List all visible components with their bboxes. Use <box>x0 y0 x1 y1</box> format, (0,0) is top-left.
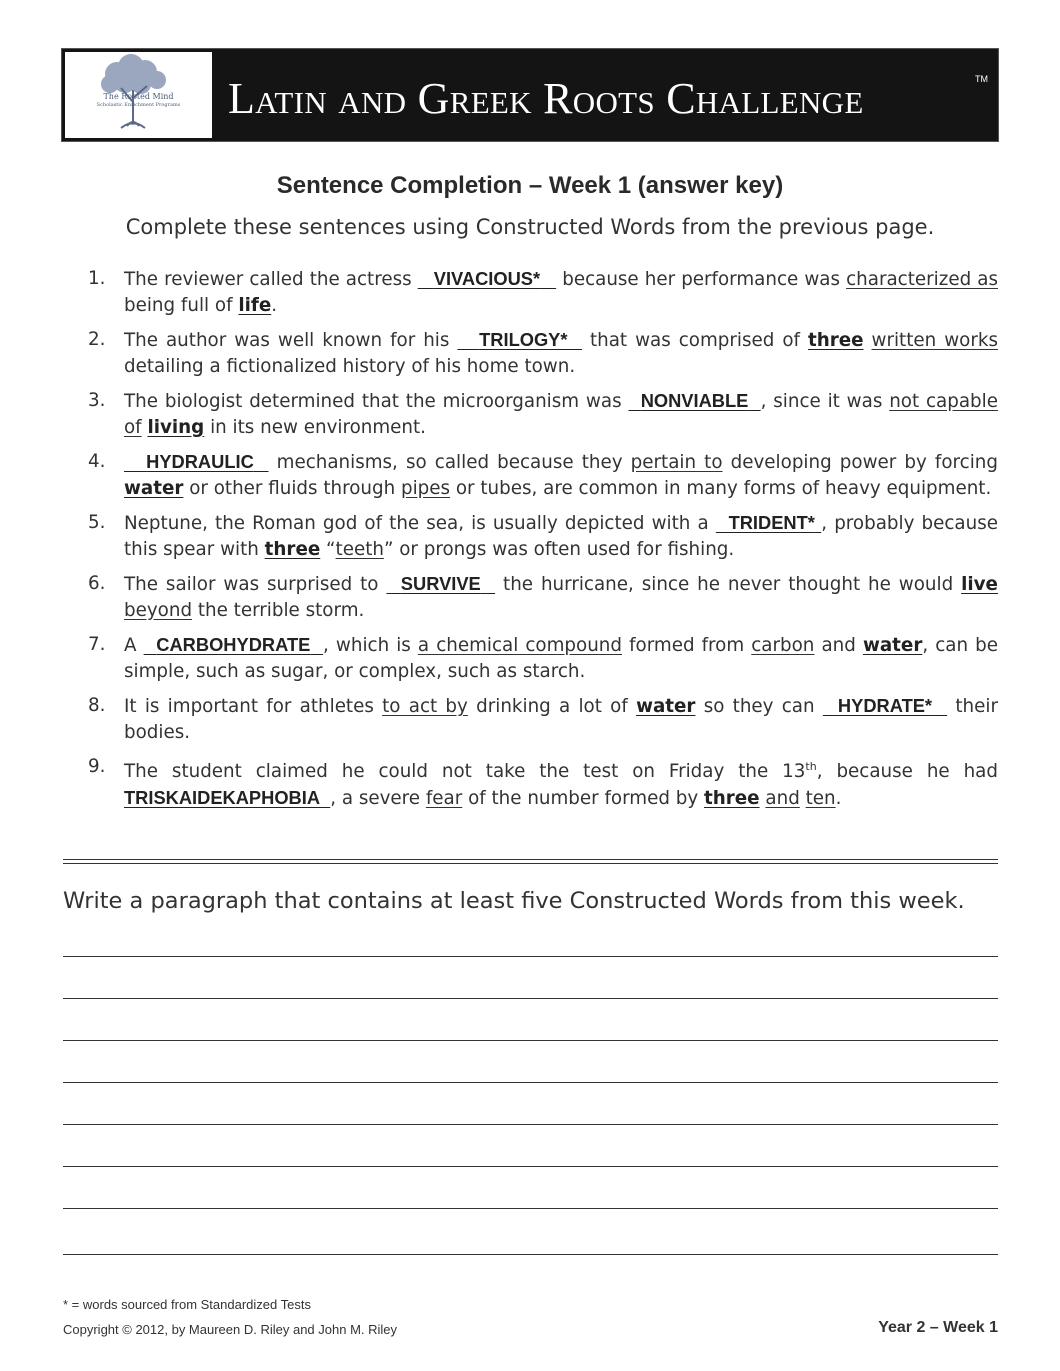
instructions: Complete these sentences using Constructed Words from the previous page. <box>125 215 935 239</box>
answer-blank-2: TRILOGY* <box>479 329 568 350</box>
header-banner <box>61 48 999 142</box>
answer-blank-6: SURVIVE <box>400 573 481 594</box>
item-number: 4. <box>88 451 106 472</box>
writing-line[interactable] <box>63 1254 998 1255</box>
sentence-item-1: 1. The reviewer called the actress VIVACIOUS* because her performance was characterized as being full of life. <box>88 268 998 316</box>
copyright: Copyright © 2012, by Maureen D. Riley and John M. Riley <box>63 1322 398 1337</box>
sentence-item-2: 2. The author was well known for his TRILOGY* that was comprised of three written works detailing a fictionalized history of his home town. <box>88 329 998 377</box>
banner-title: Latin and Greek Roots Challenge <box>228 74 864 123</box>
writing-line[interactable] <box>63 1124 998 1125</box>
item-number: 3. <box>88 390 106 411</box>
sentence-item-4: 4. HYDRAULIC mechanisms, so called because they pertain to developing power by forcing water or other fluids through pipes or tubes, are common in many forms of heavy equipment. <box>88 451 998 499</box>
answer-blank-9: TRISKAIDEKAPHOBIA <box>124 786 321 808</box>
section-divider <box>63 859 998 860</box>
sentence-item-6: 6. The sailor was surprised to SURVIVE the hurricane, since he never thought he would live beyond the terrible storm. <box>88 573 998 621</box>
sentence-list <box>88 266 998 820</box>
item-number: 6. <box>88 573 106 594</box>
paragraph-prompt: Write a paragraph that contains at least five Constructed Words from this week. <box>63 888 965 914</box>
writing-line[interactable] <box>63 956 998 957</box>
footnote: * = words sourced from Standardized Tests <box>63 1297 311 1312</box>
sentence-item-8: 8. It is important for athletes to act by drinking a lot of water so they can HYDRATE* their bodies. <box>88 695 998 743</box>
answer-blank-7: CARBOHYDRATE <box>156 634 311 655</box>
item-number: 1. <box>88 268 106 289</box>
page-label: Year 2 – Week 1 <box>878 1319 998 1336</box>
writing-line[interactable] <box>63 1208 998 1209</box>
writing-line[interactable] <box>63 998 998 999</box>
answer-blank-3: NONVIABLE <box>640 390 749 411</box>
sentence-item-9: 9. The student claimed he could not take the test on Friday the 13th, because he had TRISKAIDEKAPHOBIA , a severe fear of the number formed by three and ten. <box>88 756 998 809</box>
item-number: 5. <box>88 512 106 533</box>
section-divider <box>63 863 998 864</box>
answer-blank-5: TRIDENT* <box>728 512 815 533</box>
logo-name: The Rooted Mind <box>103 92 174 101</box>
item-number: 7. <box>88 634 106 655</box>
answer-blank-4: HYDRAULIC <box>146 451 254 472</box>
answer-blank-8: HYDRATE* <box>837 695 933 716</box>
item-number: 8. <box>88 695 106 716</box>
sentence-item-5: 5. Neptune, the Roman god of the sea, is usually depicted with a TRIDENT* , probably because this spear with three “teeth” or prongs was often used for fishing. <box>88 512 998 560</box>
answer-blank-1: VIVACIOUS* <box>433 268 541 289</box>
sentence-item-3: 3. The biologist determined that the microorganism was NONVIABLE , since it was not capable of living in its new environment. <box>88 390 998 438</box>
logo-tagline: Scholastic Enrichment Programs <box>96 102 181 108</box>
sentence-item-7: 7. A CARBOHYDRATE , which is a chemical compound formed from carbon and water, can be simple, such as sugar, or complex, such as starch. <box>88 634 998 682</box>
page-title: Sentence Completion – Week 1 (answer key) <box>276 172 784 199</box>
item-number: 2. <box>88 329 106 350</box>
writing-line[interactable] <box>63 1082 998 1083</box>
item-number: 9. <box>88 756 106 777</box>
writing-line[interactable] <box>63 1166 998 1167</box>
trademark: TM <box>975 74 988 84</box>
logo <box>65 52 212 138</box>
writing-line[interactable] <box>63 1040 998 1041</box>
